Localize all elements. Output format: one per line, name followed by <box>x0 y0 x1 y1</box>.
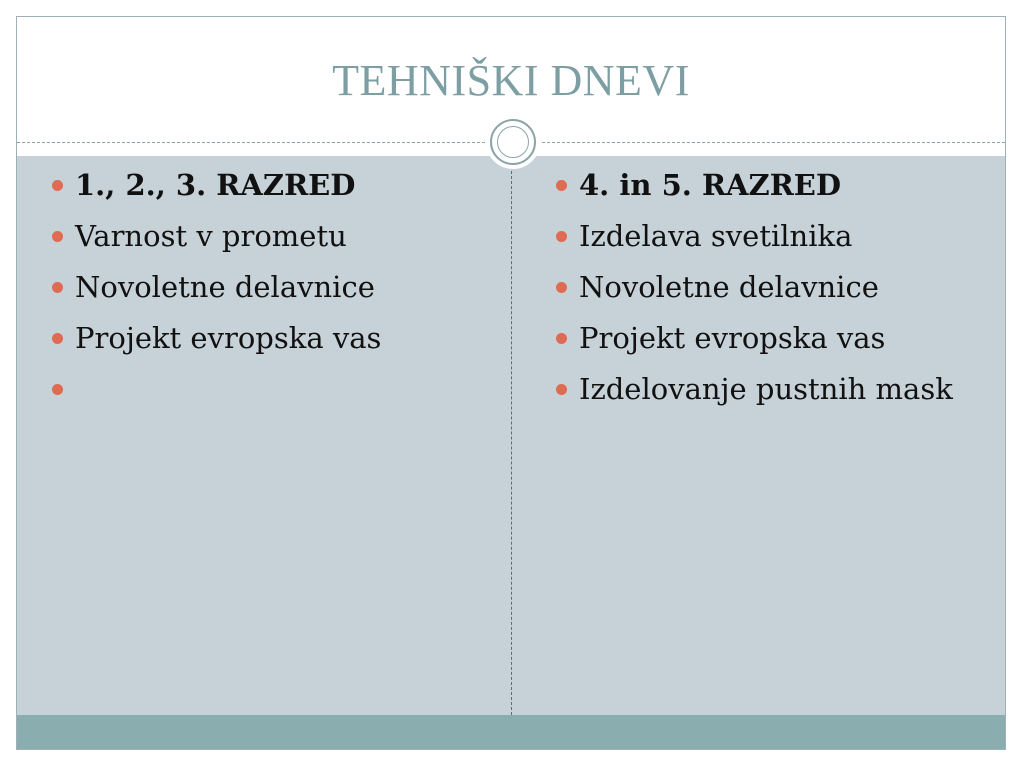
bullet-dot-icon <box>556 180 567 191</box>
list-item-text: Novoletne delavnice <box>579 270 879 304</box>
list-item <box>555 317 955 359</box>
ornament-inner-ring <box>497 126 529 158</box>
list-item <box>555 368 955 410</box>
bullet-dot-icon <box>52 180 63 191</box>
list-item <box>51 164 451 206</box>
list-item <box>555 215 955 257</box>
list-item-text: Novoletne delavnice <box>75 270 375 304</box>
list-item-text: Izdelovanje pustnih mask <box>579 372 953 406</box>
list-item-text: Projekt evropska vas <box>579 321 886 355</box>
right-column-list <box>555 164 955 419</box>
right-column-heading: 4. in 5. RAZRED <box>579 168 842 202</box>
bullet-dot-icon <box>52 333 63 344</box>
bullet-dot-icon <box>556 333 567 344</box>
column-divider <box>511 156 512 715</box>
list-item <box>555 266 955 308</box>
bullet-dot-icon <box>556 231 567 242</box>
ornament-outer-ring <box>490 119 536 165</box>
bullet-dot-icon <box>52 384 63 395</box>
bullet-dot-icon <box>556 384 567 395</box>
list-item <box>51 266 451 308</box>
list-item <box>555 164 955 206</box>
list-item <box>51 215 451 257</box>
bullet-dot-icon <box>52 231 63 242</box>
circle-ornament-icon <box>486 115 540 169</box>
list-item <box>51 317 451 359</box>
bullet-dot-icon <box>556 282 567 293</box>
footer-band <box>17 715 1005 750</box>
bullet-dot-icon <box>52 282 63 293</box>
left-column-list <box>51 164 451 368</box>
list-item-text: Varnost v prometu <box>75 219 347 253</box>
list-item-text: Izdelava svetilnika <box>579 219 853 253</box>
slide-title: TEHNIŠKI DNEVI <box>332 56 690 105</box>
list-item-text: Projekt evropska vas <box>75 321 382 355</box>
slide <box>16 16 1006 750</box>
left-column-heading: 1., 2., 3. RAZRED <box>75 168 356 202</box>
